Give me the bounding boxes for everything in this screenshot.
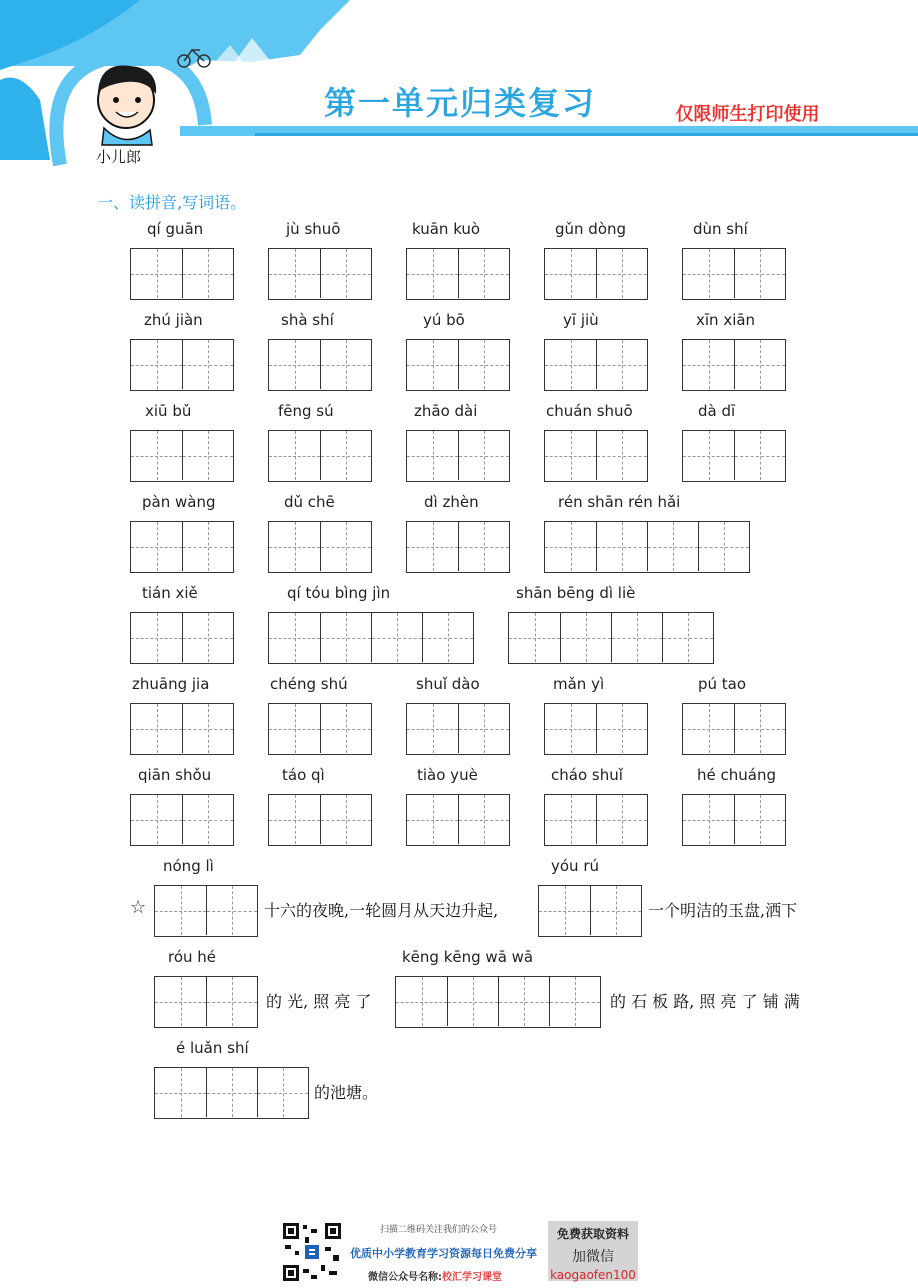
answer-grid[interactable] — [682, 248, 786, 300]
answer-grid[interactable] — [268, 612, 474, 664]
answer-grid[interactable] — [268, 521, 372, 573]
answer-grid[interactable] — [130, 521, 234, 573]
answer-grid[interactable] — [130, 612, 234, 664]
pinyin-label: qí tóu bìng jìn — [287, 584, 391, 602]
pinyin-label: tián xiě — [142, 584, 198, 602]
pinyin-label: hé chuáng — [697, 766, 776, 784]
pinyin-label: kēng kēng wā wā — [402, 948, 534, 966]
qr-code-icon — [281, 1221, 343, 1283]
pinyin-label: yī jiù — [563, 311, 599, 329]
answer-grid[interactable] — [682, 339, 786, 391]
pinyin-label: tiào yuè — [417, 766, 478, 784]
answer-grid[interactable] — [406, 521, 510, 573]
footer-slogan: 优质中小学教育学习资源每日免费分享 — [350, 1247, 537, 1260]
answer-grid[interactable] — [544, 430, 648, 482]
answer-grid[interactable] — [508, 612, 714, 664]
pinyin-label: kuān kuò — [412, 220, 481, 238]
answer-grid[interactable] — [154, 976, 258, 1028]
pinyin-label: dǔ chē — [284, 493, 335, 511]
answer-grid[interactable] — [538, 885, 642, 937]
pinyin-label: shān bēng dì liè — [516, 584, 636, 602]
pinyin-label: xiū bǔ — [145, 402, 192, 420]
pinyin-label: mǎn yì — [553, 675, 605, 693]
pinyin-label: nóng lì — [163, 857, 214, 875]
answer-grid[interactable] — [682, 430, 786, 482]
mascot-label: 小儿郎 — [96, 148, 142, 166]
answer-grid[interactable] — [682, 703, 786, 755]
answer-grid[interactable] — [130, 248, 234, 300]
restriction-note: 仅限师生打印使用 — [675, 104, 820, 125]
pinyin-label: cháo shuǐ — [551, 766, 623, 784]
answer-grid[interactable] — [544, 703, 648, 755]
answer-grid[interactable] — [682, 794, 786, 846]
pinyin-label: rén shān rén hǎi — [558, 493, 681, 511]
answer-grid[interactable] — [268, 339, 372, 391]
pinyin-label: qiān shǒu — [138, 766, 212, 784]
pinyin-label: fēng sú — [278, 402, 334, 420]
page-title: 第一单元归类复习 — [323, 84, 596, 122]
pinyin-label: jù shuō — [286, 220, 341, 238]
section-heading: 一、读拼音,写词语。 — [97, 193, 247, 212]
pinyin-label: qí guān — [147, 220, 204, 238]
answer-grid[interactable] — [268, 248, 372, 300]
answer-grid[interactable] — [130, 794, 234, 846]
star-icon: ☆ — [130, 897, 147, 918]
footer-account: 微信公众号名称:校汇学习课堂 — [368, 1272, 502, 1283]
answer-grid[interactable] — [154, 885, 258, 937]
answer-grid[interactable] — [406, 703, 510, 755]
answer-grid[interactable] — [268, 703, 372, 755]
answer-grid[interactable] — [130, 703, 234, 755]
pinyin-label: shà shí — [281, 311, 334, 329]
passage-text: 的 光, 照 亮 了 — [266, 992, 372, 1011]
answer-grid[interactable] — [268, 430, 372, 482]
pinyin-label: zhuāng jia — [132, 675, 210, 693]
passage-text: 的 石 板 路, 照 亮 了 铺 满 — [610, 992, 800, 1011]
pinyin-label: é luǎn shí — [176, 1039, 249, 1057]
answer-grid[interactable] — [130, 430, 234, 482]
pinyin-label: shuǐ dào — [416, 675, 480, 693]
answer-grid[interactable] — [406, 339, 510, 391]
answer-grid[interactable] — [154, 1067, 309, 1119]
answer-grid[interactable] — [406, 430, 510, 482]
passage-text: 的池塘。 — [314, 1083, 379, 1102]
answer-grid[interactable] — [406, 794, 510, 846]
pinyin-label: pú tao — [698, 675, 747, 693]
answer-grid[interactable] — [544, 339, 648, 391]
pinyin-label: táo qì — [282, 766, 325, 784]
answer-grid[interactable] — [544, 521, 750, 573]
pinyin-label: róu hé — [168, 948, 217, 966]
answer-grid[interactable] — [406, 248, 510, 300]
wechat-contact-box: 免费获取资料 加微信 kaogaofen100 — [548, 1221, 638, 1281]
pinyin-label: xīn xiān — [696, 311, 756, 329]
answer-grid[interactable] — [544, 248, 648, 300]
answer-grid[interactable] — [130, 339, 234, 391]
pinyin-label: yú bō — [423, 311, 465, 329]
answer-grid[interactable] — [268, 794, 372, 846]
pinyin-label: chuán shuō — [546, 402, 633, 420]
pinyin-label: yóu rú — [551, 857, 600, 875]
pinyin-label: dì zhèn — [424, 493, 479, 511]
passage-text: 一个明洁的玉盘,洒下 — [648, 901, 798, 920]
answer-grid[interactable] — [544, 794, 648, 846]
passage-text: 十六的夜晚,一轮圆月从天边升起, — [264, 901, 499, 920]
pinyin-label: pàn wàng — [142, 493, 216, 511]
pinyin-label: zhāo dài — [414, 402, 478, 420]
pinyin-label: gǔn dòng — [555, 220, 627, 238]
answer-grid[interactable] — [395, 976, 601, 1028]
pinyin-label: chéng shú — [270, 675, 348, 693]
pinyin-label: dùn shí — [693, 220, 748, 238]
pinyin-label: zhú jiàn — [144, 311, 203, 329]
pinyin-label: dà dī — [698, 402, 736, 420]
footer-scan-text: 扫描二维码关注我们的公众号 — [380, 1225, 498, 1235]
